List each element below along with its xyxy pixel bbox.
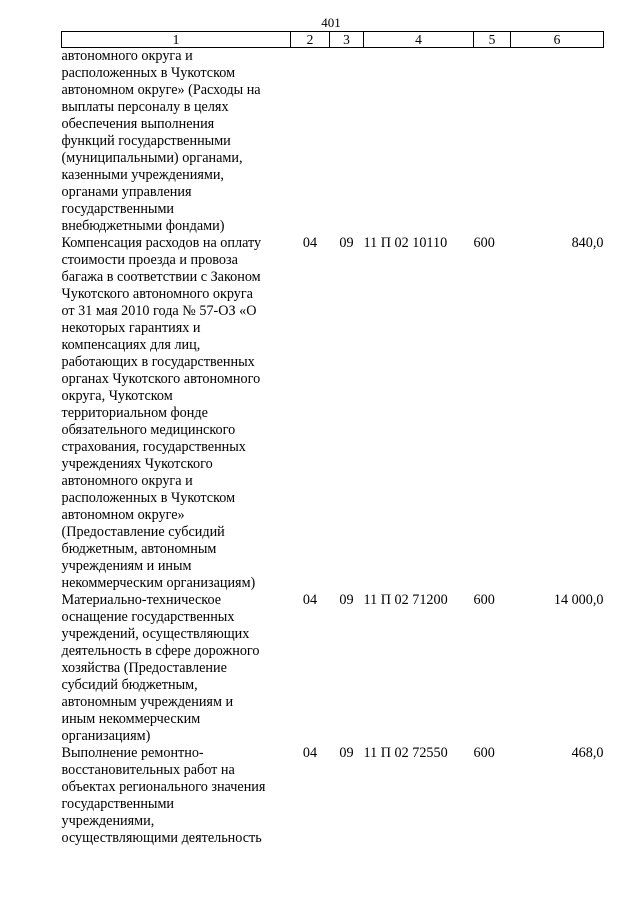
- description-line: иным некоммерческим: [61, 711, 201, 727]
- description-line: казенными учреждениями,: [61, 167, 224, 183]
- budget-table: [61, 31, 604, 847]
- section-code: 04: [302, 745, 318, 761]
- expense-type-code: 600: [473, 592, 495, 608]
- description-line: работающих в государственных: [61, 354, 255, 370]
- section-code: 04: [302, 235, 318, 251]
- description-line: деятельность в сфере дорожного: [61, 643, 260, 659]
- description-line: органами управления: [61, 184, 192, 200]
- expense-type-code: 600: [473, 745, 495, 761]
- row-description: [62, 592, 291, 745]
- description-line: учреждений, осуществляющих: [61, 626, 250, 642]
- description-line: страхования, государственных: [61, 439, 246, 455]
- description-line: расположенных в Чукотском: [61, 65, 236, 81]
- description-line: автономным учреждениям и: [61, 694, 234, 710]
- subsection-code: 09: [339, 592, 354, 608]
- description-line: объектах регионального значения: [61, 779, 266, 795]
- description-line: Материально-техническое: [61, 592, 222, 608]
- table-row: [62, 48, 604, 236]
- description-line: обеспечения выполнения: [61, 116, 215, 132]
- description-line: багажа в соответствии с Законом: [61, 269, 261, 285]
- description-line: учреждениям и иным: [61, 558, 192, 574]
- description-line: (Предоставление субсидий: [61, 524, 225, 540]
- section-code: 04: [302, 592, 318, 608]
- description-line: осуществляющими деятельность: [61, 830, 262, 846]
- table-row: [62, 235, 604, 592]
- expense-type-code: 600: [473, 235, 495, 251]
- amount-value: 14 000,0: [553, 592, 604, 608]
- header-row: [62, 32, 604, 48]
- table-row: [62, 592, 604, 745]
- description-line: бюджетным, автономным: [61, 541, 217, 557]
- description-line: функций государственными: [61, 133, 231, 149]
- description-line: органах Чукотского автономного: [61, 371, 261, 387]
- description-line: компенсациях для лиц,: [61, 337, 201, 353]
- amount-value: [511, 48, 604, 236]
- description-line: Выполнение ремонтно-: [61, 745, 204, 761]
- col-header-4: 4: [364, 32, 474, 48]
- col-header-3: 3: [330, 32, 364, 48]
- description-line: государственными: [61, 201, 175, 217]
- description-line: Компенсация расходов на оплату: [61, 235, 262, 251]
- description-line: расположенных в Чукотском: [61, 490, 236, 506]
- description-line: от 31 мая 2010 года № 57-ОЗ «О: [61, 303, 257, 319]
- col-header-5: 5: [474, 32, 511, 48]
- description-line: государственными: [61, 796, 175, 812]
- table-row: [62, 745, 604, 847]
- description-line: округа, Чукотском: [61, 388, 173, 404]
- row-description: [62, 48, 291, 236]
- page-number: 401: [321, 15, 341, 30]
- target-article-code: 11 П 02 10110: [363, 235, 448, 251]
- description-line: Чукотского автономного округа: [61, 286, 253, 302]
- subsection-code: 09: [339, 745, 354, 761]
- description-line: организациям): [61, 728, 151, 744]
- subsection-code: 09: [339, 235, 354, 251]
- amount-value: 840,0: [571, 235, 604, 251]
- description-line: территориальном фонде: [61, 405, 208, 421]
- description-line: автономном округе» (Расходы на: [61, 82, 261, 98]
- description-line: автономного округа и: [61, 473, 193, 489]
- subsection-code: [330, 48, 364, 236]
- col-header-2: 2: [291, 32, 330, 48]
- description-line: некоторых гарантиях и: [61, 320, 201, 336]
- description-line: оснащение государственных: [61, 609, 235, 625]
- col-header-1: 1: [62, 32, 291, 48]
- description-line: стоимости проезда и провоза: [61, 252, 238, 268]
- description-line: выплаты персоналу в целях: [61, 99, 229, 115]
- amount-value: 468,0: [571, 745, 604, 761]
- description-line: некоммерческим организациям): [61, 575, 256, 591]
- description-line: (муниципальными) органами,: [61, 150, 243, 166]
- description-line: хозяйства (Предоставление: [61, 660, 227, 676]
- description-line: восстановительных работ на: [61, 762, 235, 778]
- description-line: обязательного медицинского: [61, 422, 236, 438]
- description-line: учреждениями,: [61, 813, 155, 829]
- description-line: автономного округа и: [61, 48, 193, 64]
- expense-type-code: [474, 48, 511, 236]
- row-description: [62, 235, 291, 592]
- col-header-6: 6: [511, 32, 604, 48]
- row-description: [62, 745, 291, 847]
- section-code: [291, 48, 330, 236]
- target-article-code: [364, 48, 474, 236]
- description-line: субсидий бюджетным,: [61, 677, 198, 693]
- description-line: учреждениях Чукотского: [61, 456, 213, 472]
- description-line: внебюджетными фондами): [61, 218, 225, 234]
- target-article-code: 11 П 02 72550: [363, 745, 448, 761]
- description-line: автономном округе»: [61, 507, 185, 523]
- target-article-code: 11 П 02 71200: [363, 592, 448, 608]
